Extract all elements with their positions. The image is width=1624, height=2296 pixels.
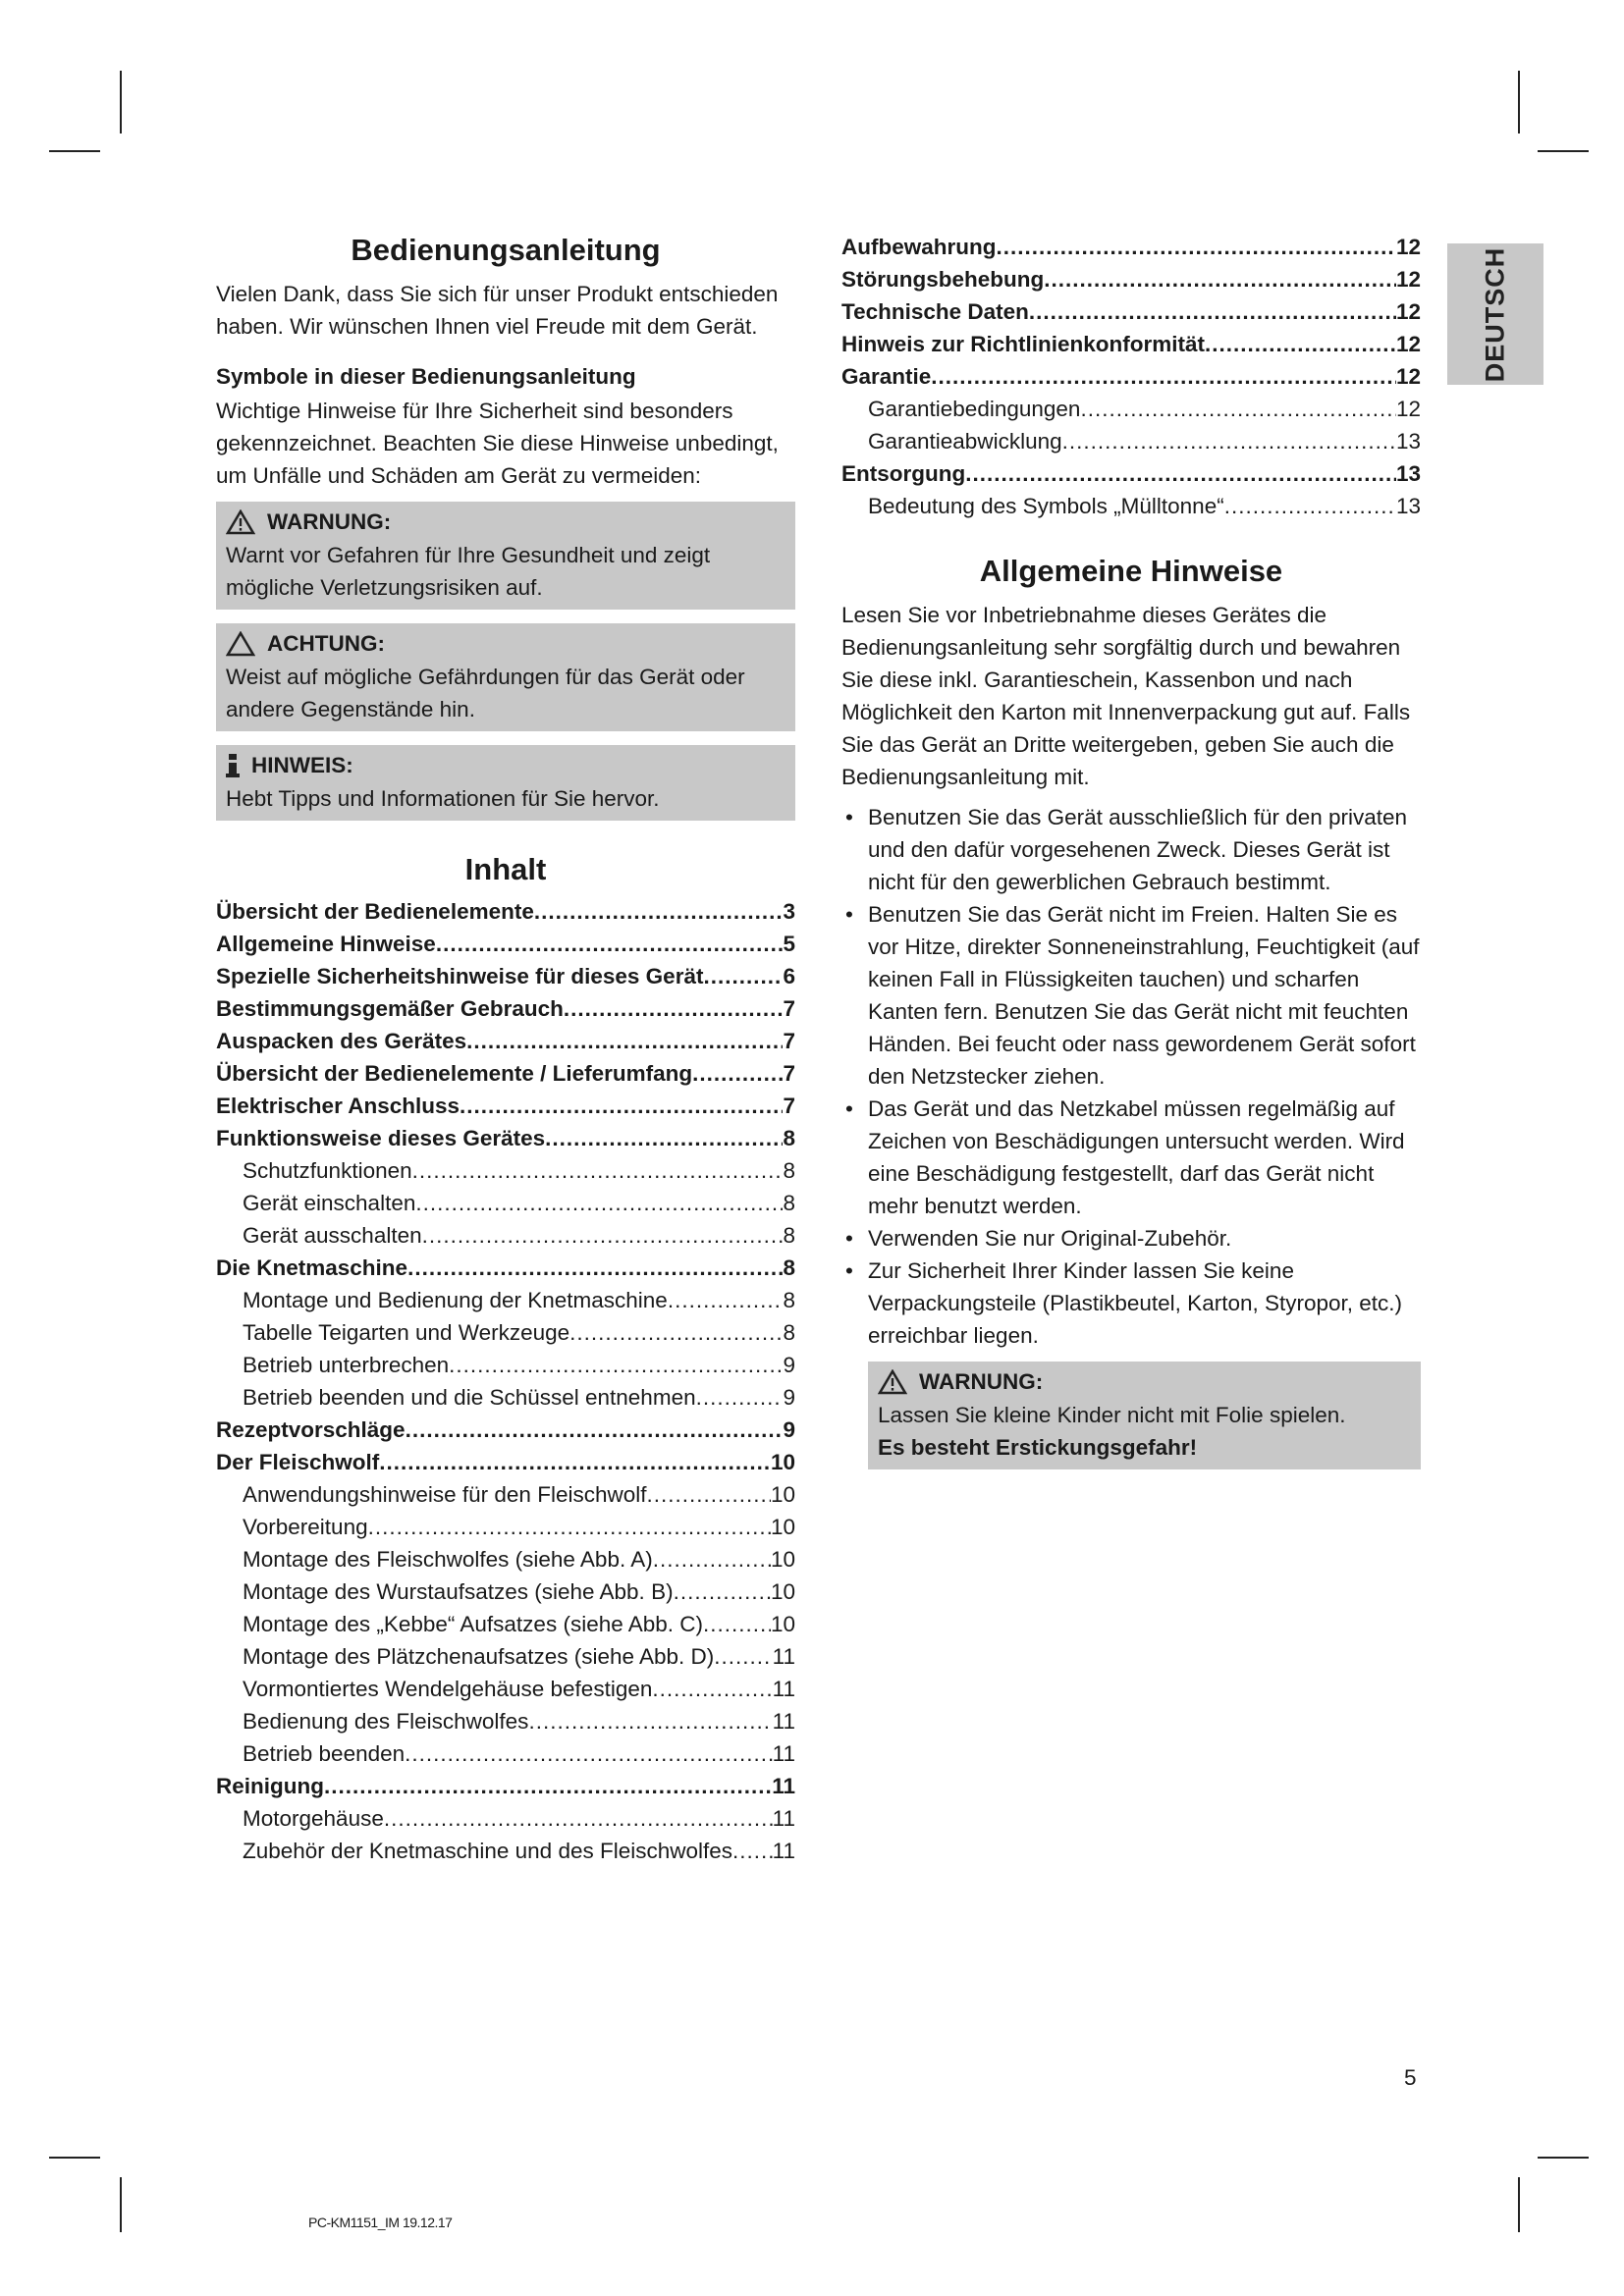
toc-leader-dots <box>652 1673 772 1705</box>
toc-entry-label: Aufbewahrung <box>841 235 997 259</box>
warning-text: Warnt vor Gefahren für Ihre Gesundheit und zeigt mögliche Verletzungsrisiken auf. <box>226 543 711 600</box>
toc-entry-label: Garantie <box>841 364 932 389</box>
toc-entry-page: 11 <box>772 1677 795 1701</box>
toc-entry-page: 10 <box>770 1450 795 1474</box>
toc-entry <box>841 295 1421 328</box>
caution-title: ACHTUNG: <box>267 631 385 656</box>
toc-entry-page: 8 <box>783 1191 795 1215</box>
general-intro: Lesen Sie vor Inbetriebnahme dieses Gerätes die Bedienungsanleitung sehr sorgfältig durch und bewahren Sie diese inkl. Garantieschein, Kassenbon und nach Möglichkeit den Karton mit Innenverpackung gut auf. Falls Sie das Gerät an Dritte weitergeben, geben Sie auch die Bedienungsanleitung mit. <box>841 603 1411 789</box>
toc-entry-page: 5 <box>783 932 795 956</box>
toc-entry-page: 13 <box>1395 429 1421 454</box>
toc-entry <box>216 1252 795 1284</box>
toc-entry-label: Spezielle Sicherheitshinweise für dieses Gerät <box>216 964 704 988</box>
toc-entry-label: Betrieb beenden und die Schüssel entnehmen <box>243 1385 696 1410</box>
toc-leader-dots <box>714 1640 772 1673</box>
note-text: Hebt Tipps und Informationen für Sie hervor. <box>226 786 660 811</box>
toc-leader-dots <box>422 1219 784 1252</box>
toc-leader-dots <box>646 1478 770 1511</box>
toc-entry <box>841 490 1421 522</box>
symbols-heading: Symbole in dieser Bedienungsanleitung <box>216 364 636 389</box>
warning-icon <box>878 1369 907 1395</box>
toc-entry-label: Allgemeine Hinweise <box>216 932 436 956</box>
toc-entry-page: 10 <box>770 1612 795 1636</box>
toc-entry-label: Technische Daten <box>841 299 1029 324</box>
toc-entry-label: Störungsbehebung <box>841 267 1045 292</box>
caution-icon <box>226 631 255 657</box>
toc-leader-dots <box>1080 393 1396 425</box>
toc-entry <box>216 1673 795 1705</box>
right-column <box>841 231 1421 1469</box>
toc-entry-page: 11 <box>772 1774 795 1798</box>
toc-entry-label: Der Fleischwolf <box>216 1450 380 1474</box>
toc-entry-page: 8 <box>783 1126 795 1150</box>
toc-entry-label: Vormontiertes Wendelgehäuse befestigen <box>243 1677 653 1701</box>
toc-entry <box>216 1802 795 1835</box>
toc-entry-page: 11 <box>772 1644 795 1669</box>
toc-entry-page: 7 <box>783 1094 795 1118</box>
toc-leader-dots <box>703 1608 771 1640</box>
toc-list-right <box>841 231 1421 522</box>
left-column <box>216 231 795 1867</box>
toc-leader-dots <box>460 1090 783 1122</box>
toc-leader-dots <box>379 1446 771 1478</box>
toc-entry <box>216 1025 795 1057</box>
toc-leader-dots <box>1044 263 1396 295</box>
crop-mark <box>1518 71 1520 133</box>
toc-entry-page: 7 <box>783 996 795 1021</box>
toc-leader-dots <box>674 1575 771 1608</box>
toc-entry <box>841 263 1421 295</box>
toc-leader-dots <box>696 1381 784 1414</box>
toc-leader-dots <box>405 1737 773 1770</box>
toc-entry-label: Anwendungshinweise für den Fleischwolf <box>243 1482 647 1507</box>
toc-leader-dots <box>931 360 1396 393</box>
bullet-item: • Das Gerät und das Netzkabel müssen regelmäßig auf Zeichen von Beschädigungen untersucht werden. Wird eine Beschädigung festgestellt, darf das Gerät nicht mehr benutzt werden. <box>841 1093 1421 1222</box>
toc-entry-page: 12 <box>1395 267 1421 292</box>
toc-leader-dots <box>384 1802 773 1835</box>
toc-entry-label: Tabelle Teigarten und Werkzeuge <box>243 1320 570 1345</box>
toc-entry <box>841 393 1421 425</box>
toc-entry <box>216 928 795 960</box>
toc-entry-page: 8 <box>783 1288 795 1312</box>
bullet-item: • Benutzen Sie das Gerät ausschließlich für den privaten und den dafür vorgesehenen Zweck. Dieses Gerät ist nicht für den gewerblichen Gebrauch bestimmt. <box>841 801 1421 898</box>
toc-entry-label: Übersicht der Bedienelemente <box>216 899 534 924</box>
toc-entry <box>216 1608 795 1640</box>
toc-entry <box>216 1640 795 1673</box>
toc-entry <box>216 1122 795 1154</box>
toc-entry-label: Montage des Wurstaufsatzes (siehe Abb. B) <box>243 1579 674 1604</box>
general-title: Allgemeine Hinweise <box>979 554 1283 588</box>
toc-entry <box>216 895 795 928</box>
warning-title: WARNUNG: <box>267 509 392 534</box>
toc-entry-label: Motorgehäuse <box>243 1806 384 1831</box>
toc-leader-dots <box>449 1349 783 1381</box>
toc-entry-page: 8 <box>783 1255 795 1280</box>
toc-entry <box>841 457 1421 490</box>
toc-entry-label: Garantieabwicklung <box>868 429 1062 454</box>
toc-entry-page: 11 <box>772 1709 795 1734</box>
bullet-item: • Benutzen Sie das Gerät nicht im Freien. Halten Sie es vor Hitze, direkter Sonneneinstrahlung, Feuchtigkeit (auf keinen Fall in Flüssigkeiten tauchen) und scharfen Kanten fern. Benutzen Sie das Gerät nicht mit feuchten Händen. Bei feucht oder nass gewordenem Gerät sofort den Netzstecker ziehen. <box>841 898 1421 1093</box>
toc-entry-label: Reinigung <box>216 1774 324 1798</box>
toc-entry-page: 12 <box>1395 299 1421 324</box>
toc-entry-page: 8 <box>783 1320 795 1345</box>
warning-box-children <box>868 1362 1421 1469</box>
toc-leader-dots <box>406 1414 784 1446</box>
toc-entry <box>216 1187 795 1219</box>
toc-entry-label: Schutzfunktionen <box>243 1158 412 1183</box>
toc-entry-page: 8 <box>783 1223 795 1248</box>
toc-entry-label: Entsorgung <box>841 461 966 486</box>
warning-bold-text: Es besteht Erstickungsgefahr! <box>878 1435 1198 1460</box>
toc-entry <box>216 1057 795 1090</box>
toc-entry-label: Montage des Fleischwolfes (siehe Abb. A) <box>243 1547 653 1572</box>
toc-entry-page: 9 <box>783 1385 795 1410</box>
toc-entry <box>841 360 1421 393</box>
crop-mark <box>1538 2157 1589 2159</box>
toc-leader-dots <box>569 1316 783 1349</box>
toc-entry-label: Rezeptvorschläge <box>216 1417 406 1442</box>
toc-entry-page: 11 <box>772 1741 795 1766</box>
toc-entry-label: Bedienung des Fleischwolfes <box>243 1709 529 1734</box>
toc-leader-dots <box>412 1154 784 1187</box>
crop-mark <box>49 2157 100 2159</box>
toc-entry-page: 9 <box>783 1353 795 1377</box>
crop-mark <box>1538 150 1589 152</box>
toc-leader-dots <box>1029 295 1396 328</box>
toc-entry <box>216 1705 795 1737</box>
warning-text: Lassen Sie kleine Kinder nicht mit Folie spielen. <box>878 1403 1346 1427</box>
toc-leader-dots <box>368 1511 771 1543</box>
toc-entry-label: Zubehör der Knetmaschine und des Fleischwolfes <box>243 1839 733 1863</box>
toc-entry <box>216 992 795 1025</box>
toc-leader-dots <box>407 1252 783 1284</box>
toc-entry-page: 7 <box>783 1061 795 1086</box>
intro-text: Vielen Dank, dass Sie sich für unser Produkt entschieden haben. Wir wünschen Ihnen viel Freude mit dem Gerät. <box>216 282 779 339</box>
bullet-item: • Verwenden Sie nur Original-Zubehör. <box>841 1222 1421 1255</box>
general-bullet-list <box>841 801 1421 1352</box>
toc-leader-dots <box>965 457 1396 490</box>
language-tab-label: DEUTSCH <box>1480 246 1510 382</box>
toc-entry-page: 13 <box>1395 494 1421 518</box>
toc-leader-dots <box>997 231 1396 263</box>
toc-leader-dots <box>436 928 784 960</box>
toc-leader-dots <box>545 1122 783 1154</box>
toc-entry-page: 6 <box>783 964 795 988</box>
toc-leader-dots <box>466 1025 783 1057</box>
toc-entry-label: Funktionsweise dieses Gerätes <box>216 1126 546 1150</box>
toc-entry-page: 13 <box>1395 461 1421 486</box>
toc-entry <box>216 960 795 992</box>
toc-entry-page: 12 <box>1395 397 1421 421</box>
toc-entry <box>216 1770 795 1802</box>
toc-leader-dots <box>564 992 784 1025</box>
toc-entry <box>216 1154 795 1187</box>
toc-entry <box>841 328 1421 360</box>
crop-mark <box>120 71 122 133</box>
bullet-item: • Zur Sicherheit Ihrer Kinder lassen Sie keine Verpackungsteile (Plastikbeutel, Karton, Styropor, etc.) erreichbar liegen. <box>841 1255 1421 1352</box>
toc-entry-label: Elektrischer Anschluss <box>216 1094 460 1118</box>
toc-entry <box>216 1090 795 1122</box>
toc-leader-dots <box>1224 490 1396 522</box>
toc-entry-label: Übersicht der Bedienelemente / Lieferumfang <box>216 1061 693 1086</box>
toc-entry <box>216 1737 795 1770</box>
toc-entry <box>216 1511 795 1543</box>
toc-entry <box>216 1575 795 1608</box>
toc-entry-page: 11 <box>772 1839 795 1863</box>
toc-leader-dots <box>732 1835 773 1867</box>
toc-leader-dots <box>653 1543 771 1575</box>
note-title: HINWEIS: <box>251 753 353 777</box>
crop-mark <box>49 150 100 152</box>
toc-entry-page: 12 <box>1395 332 1421 356</box>
warning-title: WARNUNG: <box>919 1369 1044 1394</box>
toc-entry-page: 12 <box>1395 364 1421 389</box>
toc-entry-label: Bedeutung des Symbols „Mülltonne“ <box>868 494 1224 518</box>
toc-entry <box>841 231 1421 263</box>
toc-entry-page: 9 <box>783 1417 795 1442</box>
toc-leader-dots <box>1062 425 1396 457</box>
toc-entry <box>216 1478 795 1511</box>
toc-entry <box>841 425 1421 457</box>
toc-leader-dots <box>415 1187 783 1219</box>
toc-leader-dots <box>534 895 784 928</box>
toc-leader-dots <box>692 1057 783 1090</box>
toc-entry-label: Montage des „Kebbe“ Aufsatzes (siehe Abb. C) <box>243 1612 704 1636</box>
toc-entry-page: 11 <box>772 1806 795 1831</box>
toc-list-left <box>216 895 795 1867</box>
language-tab <box>1447 243 1543 385</box>
note-box <box>216 745 795 821</box>
toc-entry-page: 3 <box>783 899 795 924</box>
toc-entry <box>216 1284 795 1316</box>
toc-entry <box>216 1316 795 1349</box>
toc-entry <box>216 1835 795 1867</box>
toc-entry-label: Die Knetmaschine <box>216 1255 408 1280</box>
toc-entry-label: Auspacken des Gerätes <box>216 1029 467 1053</box>
caution-box <box>216 623 795 731</box>
symbols-text: Wichtige Hinweise für Ihre Sicherheit sind besonders gekennzeichnet. Beachten Sie diese Hinweise unbedingt, um Unfälle und Schäden am Gerät zu vermeiden: <box>216 399 779 488</box>
toc-entry-label: Vorbereitung <box>243 1515 368 1539</box>
toc-entry-label: Betrieb unterbrechen <box>243 1353 450 1377</box>
crop-mark <box>1518 2177 1520 2232</box>
toc-entry-page: 7 <box>783 1029 795 1053</box>
toc-leader-dots <box>668 1284 784 1316</box>
toc-entry-page: 10 <box>770 1547 795 1572</box>
toc-leader-dots <box>528 1705 772 1737</box>
caution-text: Weist auf mögliche Gefährdungen für das Gerät oder andere Gegenstände hin. <box>226 665 745 721</box>
info-icon <box>226 753 240 778</box>
toc-entry-label: Gerät ausschalten <box>243 1223 422 1248</box>
toc-entry-label: Bestimmungsgemäßer Gebrauch <box>216 996 564 1021</box>
toc-entry <box>216 1381 795 1414</box>
toc-title: Inhalt <box>464 852 547 886</box>
toc-leader-dots <box>703 960 783 992</box>
toc-entry-page: 8 <box>783 1158 795 1183</box>
toc-entry <box>216 1543 795 1575</box>
toc-entry-page: 10 <box>770 1515 795 1539</box>
toc-entry-page: 10 <box>770 1579 795 1604</box>
crop-mark <box>120 2177 122 2232</box>
toc-entry-label: Gerät einschalten <box>243 1191 416 1215</box>
toc-entry-label: Montage des Plätzchenaufsatzes (siehe Abb. D) <box>243 1644 715 1669</box>
toc-entry <box>216 1446 795 1478</box>
footer-code: PC-KM1151_IM 19.12.17 <box>308 2215 453 2230</box>
toc-entry-label: Montage und Bedienung der Knetmaschine <box>243 1288 668 1312</box>
toc-entry-page: 10 <box>770 1482 795 1507</box>
toc-entry-label: Garantiebedingungen <box>868 397 1081 421</box>
toc-entry-label: Betrieb beenden <box>243 1741 406 1766</box>
toc-leader-dots <box>1205 328 1396 360</box>
toc-entry-page: 12 <box>1395 235 1421 259</box>
toc-entry-label: Hinweis zur Richtlinienkonformität <box>841 332 1206 356</box>
toc-entry <box>216 1414 795 1446</box>
toc-entry <box>216 1219 795 1252</box>
warning-box <box>216 502 795 610</box>
warning-icon <box>226 509 255 535</box>
page-number: 5 <box>1404 2065 1417 2090</box>
manual-title: Bedienungsanleitung <box>351 233 661 267</box>
toc-leader-dots <box>324 1770 772 1802</box>
toc-entry <box>216 1349 795 1381</box>
